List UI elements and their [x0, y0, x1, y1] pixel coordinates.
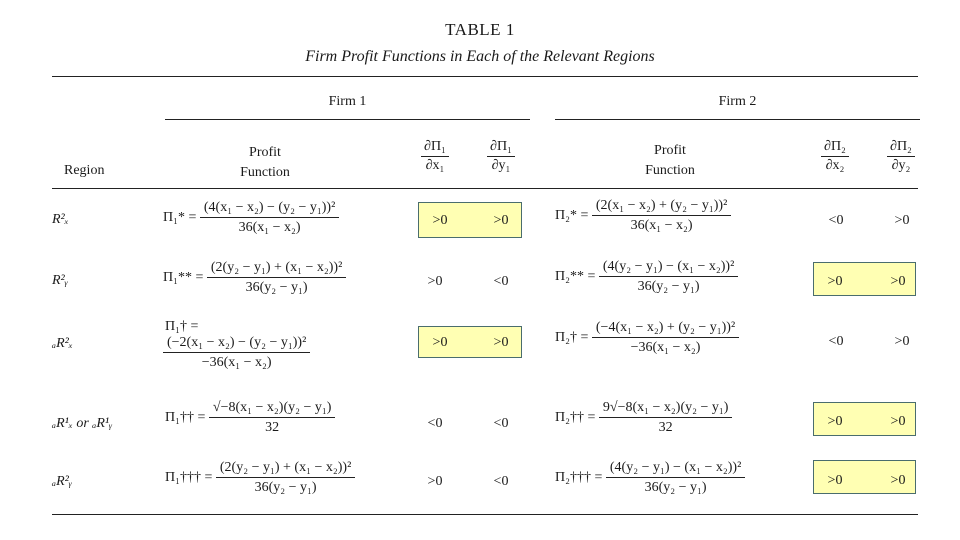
- firm2-profit-function-row3: [555, 320, 739, 356]
- d2y-row5: >0: [890, 473, 906, 488]
- firm1-function-label: Function: [240, 165, 290, 180]
- firm2-profit-function-row2: [555, 259, 738, 295]
- d1y-row3: >0: [493, 335, 509, 350]
- region-row1: R²ₓ: [52, 212, 69, 227]
- firm2-fraction-row4: [599, 400, 733, 436]
- d2y-num: ∂Π₂: [887, 138, 915, 157]
- d2y-header: [876, 138, 926, 175]
- table-subtitle: Firm Profit Functions in Each of the Relevant Regions: [305, 48, 655, 65]
- firm1-denominator-row1: 36(x₁ − x₂): [238, 220, 301, 235]
- d1y-den: ∂y₁: [491, 158, 511, 173]
- d1x-row5: >0: [427, 474, 443, 489]
- d1x-header: [410, 138, 460, 175]
- firm1-lhs-row4: Π₁†† =: [165, 410, 206, 426]
- firm2-denominator-row2: 36(y₂ − y₁): [637, 279, 700, 294]
- d1y-row5: <0: [493, 474, 509, 489]
- firm2-denominator-row3: −36(x₁ − x₂): [630, 340, 701, 355]
- d1x-den: ∂x₁: [425, 158, 445, 173]
- top-rule: [52, 76, 918, 77]
- firm1-profit-function-row4: [165, 400, 335, 436]
- firm1-numerator-row1: (4(x₁ − x₂) − (y₂ − y₁))²: [200, 200, 339, 218]
- d1x-row4: <0: [427, 416, 443, 431]
- firm2-numerator-row4: 9√−8(x₁ − x₂)(y₂ − y₁): [599, 400, 733, 418]
- d2y-row1: >0: [894, 213, 910, 228]
- firm2-fraction-row1: [592, 198, 731, 234]
- firm2-numerator-row1: (2(x₁ − x₂) + (y₂ − y₁))²: [592, 198, 731, 216]
- d1y-row2: <0: [493, 274, 509, 289]
- firm1-lhs-row5: Π₁††† =: [165, 470, 213, 486]
- d2x-row5: >0: [827, 473, 843, 488]
- d2y-row4: >0: [890, 414, 906, 429]
- header-rule: [52, 188, 918, 189]
- firm1-fraction-row5: [216, 460, 355, 496]
- d1y-num: ∂Π₁: [487, 138, 515, 157]
- region-row2: R²ᵧ: [52, 273, 68, 288]
- d1x-row3: >0: [432, 335, 448, 350]
- firm1-profit-function-row3: [165, 319, 310, 371]
- firm1-numerator-row5: (2(y₂ − y₁) + (x₁ − x₂))²: [216, 460, 355, 478]
- firm2-profit-function-row5: [555, 460, 745, 496]
- firm2-rule: [555, 119, 920, 120]
- firm2-lhs-row4: Π₂†† =: [555, 410, 596, 426]
- bottom-rule: [52, 514, 918, 515]
- firm2-fraction-row5: [606, 460, 745, 496]
- firm1-lhs-row2: Π₁** =: [163, 270, 204, 286]
- firm2-numerator-row3: (−4(x₁ − x₂) + (y₂ − y₁))²: [592, 320, 739, 338]
- firm2-fraction-row2: [599, 259, 738, 295]
- d2y-row2: >0: [890, 274, 906, 289]
- firm1-profit-function-row5: [165, 460, 355, 496]
- firm1-numerator-row4: √−8(x₁ − x₂)(y₂ − y₁): [209, 400, 336, 418]
- firm2-lhs-row5: Π₂††† =: [555, 470, 603, 486]
- d2x-row2: >0: [827, 274, 843, 289]
- d2x-num: ∂Π₂: [821, 138, 849, 157]
- firm2-numerator-row5: (4(y₂ − y₁) − (x₁ − x₂))²: [606, 460, 745, 478]
- firm2-profit-label: Profit: [654, 143, 686, 158]
- region-row3: ₐR²ₓ: [52, 336, 73, 351]
- firm2-denominator-row4: 32: [658, 420, 673, 435]
- firm1-numerator-row3: (−2(x₁ − x₂) − (y₂ − y₁))²: [163, 335, 310, 353]
- firm2-numerator-row2: (4(y₂ − y₁) − (x₁ − x₂))²: [599, 259, 738, 277]
- firm2-profit-function-row4: [555, 400, 732, 436]
- table-title: TABLE 1: [445, 20, 515, 39]
- firm2-denominator-row5: 36(y₂ − y₁): [644, 480, 707, 495]
- firm2-lhs-row3: Π₂† =: [555, 330, 589, 346]
- region-row5: ₐR²ᵧ: [52, 474, 73, 489]
- d1y-row4: <0: [493, 416, 509, 431]
- d2y-den: ∂y₂: [891, 158, 911, 173]
- d2x-row3: <0: [828, 334, 844, 349]
- firm1-fraction-row1: [200, 200, 339, 236]
- firm1-profit-function-row2: [163, 260, 346, 296]
- firm2-profit-header: [615, 141, 725, 181]
- firm1-denominator-row4: 32: [265, 420, 280, 435]
- firm2-profit-function-row1: [555, 198, 731, 234]
- firm2-lhs-row2: Π₂** =: [555, 269, 596, 285]
- firm2-header: Firm 2: [718, 94, 757, 109]
- firm1-fraction-row3: [163, 335, 310, 371]
- firm1-denominator-row5: 36(y₂ − y₁): [254, 480, 317, 495]
- d1y-row1: >0: [493, 213, 509, 228]
- firm2-function-label: Function: [645, 163, 695, 178]
- firm1-lhs-row3: Π₁† =: [165, 319, 199, 334]
- firm1-header: Firm 1: [328, 94, 367, 109]
- d1y-header: [476, 138, 526, 175]
- firm1-denominator-row2: 36(y₂ − y₁): [245, 280, 308, 295]
- d2x-row1: <0: [828, 213, 844, 228]
- d1x-row1: >0: [432, 213, 448, 228]
- firm2-lhs-row1: Π₂* =: [555, 208, 589, 224]
- d2x-header: [810, 138, 860, 175]
- firm1-lhs-row1: Π₁* =: [163, 210, 197, 226]
- d1x-row2: >0: [427, 274, 443, 289]
- d1x-num: ∂Π₁: [421, 138, 449, 157]
- firm1-profit-header: [210, 143, 320, 183]
- firm1-numerator-row2: (2(y₂ − y₁) + (x₁ − x₂))²: [207, 260, 346, 278]
- firm1-rule: [165, 119, 530, 120]
- firm1-profit-label: Profit: [249, 145, 281, 160]
- d2x-den: ∂x₂: [825, 158, 845, 173]
- region-row4: ₐR¹ₓ or ₐR¹ᵧ: [52, 416, 113, 431]
- firm1-fraction-row4: [209, 400, 336, 436]
- d2y-row3: >0: [894, 334, 910, 349]
- region-header: Region: [64, 163, 105, 178]
- firm2-fraction-row3: [592, 320, 739, 356]
- firm1-denominator-row3: −36(x₁ − x₂): [201, 355, 272, 370]
- firm1-fraction-row2: [207, 260, 346, 296]
- firm2-denominator-row1: 36(x₁ − x₂): [630, 218, 693, 233]
- firm1-profit-function-row1: [163, 200, 339, 236]
- d2x-row4: >0: [827, 414, 843, 429]
